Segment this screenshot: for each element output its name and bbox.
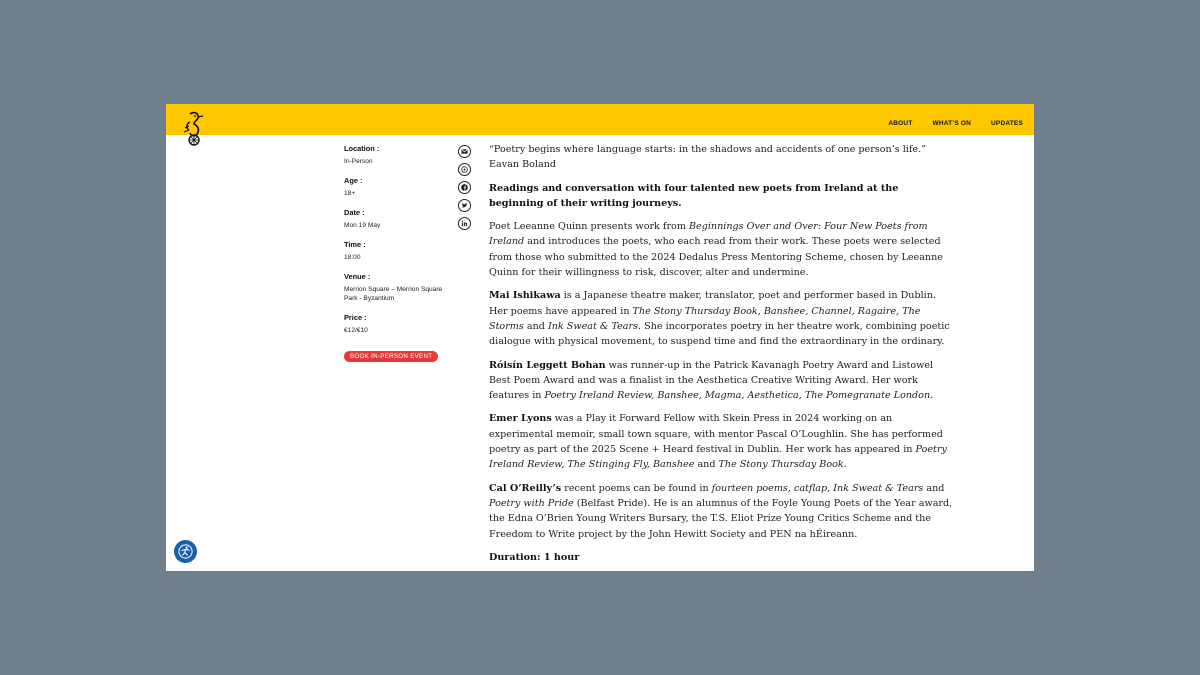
cal-and: and [923, 482, 945, 494]
event-details [344, 144, 454, 363]
whatsapp-icon[interactable] [458, 163, 471, 176]
browser-viewport [166, 104, 1034, 571]
date-label: Date : [344, 208, 365, 217]
lead-text: Readings and conversation with four talented new poets from Ireland at the beginning of their writing journeys. [489, 182, 899, 209]
emer-text-1: was a Play it Forward Fellow with Skein Press in 2024 working on an experimental memoir, small town square, with mentor Pascal O’Loughlin. She has performed poetry as part of the 2025 Scene + Heard festival in Dublin. Her work has appeared in [489, 413, 943, 456]
emer-publication-last: The Stony Thursday Book. [718, 459, 847, 471]
accessibility-button[interactable] [174, 540, 197, 563]
site-header [166, 104, 1034, 135]
poet-bio-emer-lyons [489, 411, 956, 472]
twitter-icon[interactable] [458, 199, 471, 212]
nav-about[interactable]: ABOUT [888, 120, 913, 127]
roisin-text-1: was runner-up in the Patrick Kavanagh Poetry Award and Listowel Best Poem Award and was a finalist in the Aesthetica Creative Writing Award. Her work features in [489, 359, 934, 402]
main-nav [888, 120, 1023, 127]
time-value: 18:00 [344, 254, 361, 261]
roisin-publications: Poetry Ireland Review, Banshee, Magma, Aesthetica, The Pomegranate London. [544, 390, 934, 402]
detail-price [344, 313, 454, 335]
nav-whats-on[interactable]: WHAT’S ON [932, 120, 972, 127]
emer-and: and [694, 459, 719, 471]
mai-publication-last: Ink Sweat & Tears [547, 320, 639, 332]
venue-label: Venue : [344, 272, 371, 281]
email-icon[interactable] [458, 145, 471, 158]
detail-location [344, 144, 454, 166]
intro-book-title: Beginnings Over and Over: Four New Poets from Ireland [489, 221, 928, 248]
location-value: In-Person [344, 158, 373, 165]
seahorse-logo-icon[interactable] [180, 110, 206, 148]
time-label: Time : [344, 240, 366, 249]
duration-paragraph [489, 550, 956, 565]
poet-bio-mai-ishikawa [489, 288, 956, 349]
intro-text-1: Poet Leeanne Quinn presents work from [489, 221, 689, 233]
detail-venue [344, 272, 454, 303]
poet-name-mai: Mai Ishikawa [489, 290, 561, 302]
mai-and: and [523, 320, 548, 332]
mai-publications: The Stony Thursday Book, Banshee, Channel, Ragaire, The Storms [489, 305, 921, 332]
date-value: Mon 19 May [344, 222, 381, 229]
detail-age [344, 176, 454, 198]
price-label: Price : [344, 313, 367, 322]
poet-name-cal: Cal O’Reilly’s [489, 482, 562, 494]
detail-time [344, 240, 454, 262]
detail-date [344, 208, 454, 230]
accessibility-icon [178, 544, 193, 559]
opening-quote: “Poetry begins where language starts: in the shadows and accidents of one person’s life.” Eavan Boland [489, 144, 927, 171]
book-in-person-button[interactable]: BOOK IN-PERSON EVENT [344, 351, 438, 362]
cal-text-2: (Belfast Pride). He is an alumnus of the Foyle Young Poets of the Year award, the Edna O’Brien Young Writers Bursary, the T.S. Eliot Prize Young Critics Scheme and the Freedom to Write project by the John Hewitt Society and PEN na hÉireann. [489, 497, 953, 540]
poet-name-emer: Emer Lyons [489, 413, 552, 425]
poet-name-roisin: Róisín Leggett Bohan [489, 359, 606, 371]
price-value: €12/€10 [344, 327, 368, 334]
age-value: 18+ [344, 190, 356, 197]
poet-bio-roisin-leggett-bohan [489, 358, 956, 404]
intro-paragraph [489, 219, 956, 280]
venue-value: Merrion Square – Merrion Square Park - Byzantium [344, 286, 443, 302]
duration-text: Duration: 1 hour [489, 551, 580, 563]
cal-text-1: recent poems can be found in [561, 482, 712, 494]
lead-paragraph [489, 181, 956, 212]
poet-bio-cal-oreilly [489, 481, 956, 542]
event-description [489, 142, 956, 571]
location-label: Location : [344, 144, 380, 153]
cal-publication-last: Poetry with Pride [489, 497, 574, 509]
nav-updates[interactable]: UPDATES [991, 120, 1023, 127]
age-label: Age : [344, 176, 363, 185]
mai-text-1: is a Japanese theatre maker, translator, poet and performer based in Dublin. Her poems have appeared in [489, 290, 936, 317]
cal-publications: fourteen poems, catflap, Ink Sweat & Tears [711, 482, 924, 494]
facebook-icon[interactable] [458, 181, 471, 194]
emer-publications: Poetry Ireland Review, The Stinging Fly, Banshee [489, 444, 947, 471]
share-bar [458, 145, 471, 235]
mai-text-2: . She incorporates poetry in her theatre work, combining poetic dialogue with physical movement, to suspend time and find the extraordinary in the ordinary. [489, 320, 950, 348]
intro-text-2: and introduces the poets, who each read from their work. These poets were selected from those who submitted to the 2024 Dedalus Press Mentoring Scheme, chosen by Leeanne Quinn for their willingness to risk, discover, alter and undermine. [489, 236, 943, 279]
linkedin-icon[interactable] [458, 217, 471, 230]
